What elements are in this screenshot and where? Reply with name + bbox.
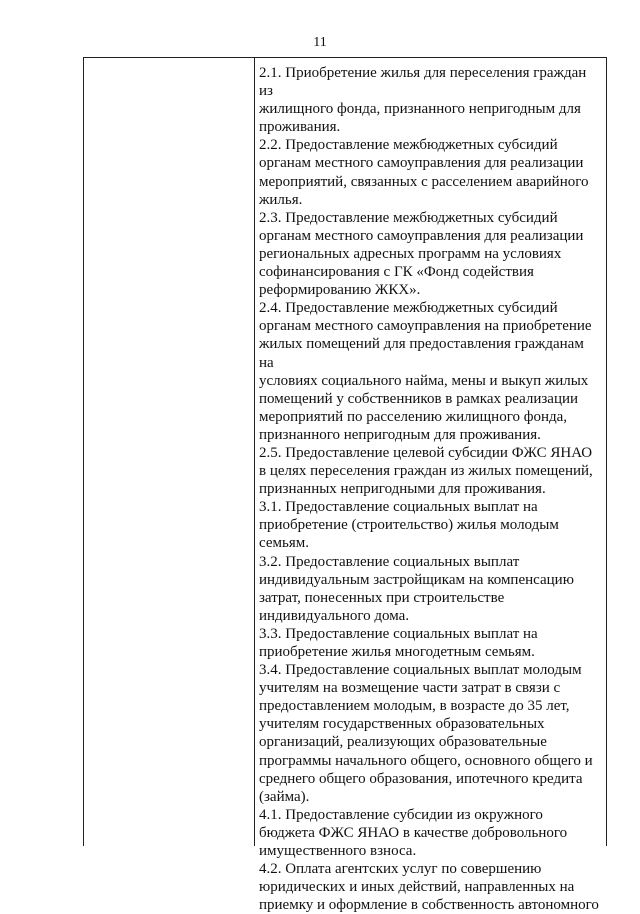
text-line: 4.1. Предоставление субсидии из окружного xyxy=(259,806,543,823)
text-line: 3.4. Предоставление социальных выплат молодым xyxy=(259,662,582,679)
text-line: помещений у собственников в рамках реализации xyxy=(259,390,579,407)
page-number: 11 xyxy=(313,35,327,50)
text-line: жилищного фонда, признанного непригодным для xyxy=(259,101,581,118)
text-line: 2.1. Приобретение жилья для переселения граждан из xyxy=(259,65,587,100)
table-left-cell xyxy=(84,58,255,846)
text-line: 2.5. Предоставление целевой субсидии ФЖС ЯНАО xyxy=(259,444,593,461)
text-line: 2.3. Предоставление межбюджетных субсидий xyxy=(259,209,558,226)
text-line: приобретение жилья многодетным семьям. xyxy=(259,644,535,660)
text-line: 2.4. Предоставление межбюджетных субсидий xyxy=(259,300,558,317)
text-line: органам местного самоуправления для реализации xyxy=(259,227,584,244)
text-line: индивидуальным застройщикам на компенсацию xyxy=(259,571,574,588)
text-line: бюджета ФЖС ЯНАО в качестве добровольного xyxy=(259,824,568,841)
text-line: реформированию ЖКХ». xyxy=(259,282,421,299)
text-line: учителям на возмещение части затрат в связи с xyxy=(259,680,561,697)
text-line: жилья. xyxy=(259,191,303,208)
table-right-cell xyxy=(255,58,606,914)
text-line: мероприятий по расселению жилищного фонда, xyxy=(259,408,568,425)
text-line: приемку и оформление в собственность автономного xyxy=(259,897,599,914)
text-line: признанных непригодными для проживания. xyxy=(259,481,546,498)
text-line: условиях социального найма, мены и выкуп жилых xyxy=(259,372,589,389)
text-line: жилых помещений для предоставления гражданам на xyxy=(259,336,584,371)
text-line: проживания. xyxy=(259,119,341,136)
text-line: 3.1. Предоставление социальных выплат на xyxy=(259,499,538,516)
text-line: 2.2. Предоставление межбюджетных субсидий xyxy=(259,137,558,154)
text-line: органам местного самоуправления для реализации xyxy=(259,155,584,172)
text-line: признанного непригодным для проживания. xyxy=(259,426,541,443)
text-line: 3.3. Предоставление социальных выплат на xyxy=(259,625,538,642)
text-line: софинансирования с ГК «Фонд содействия xyxy=(259,264,534,281)
text-line: юридических и иных действий, направленных на xyxy=(259,879,575,896)
text-line: индивидуального дома. xyxy=(259,607,410,624)
text-line: органам местного самоуправления на приобретение xyxy=(259,318,592,335)
program-table xyxy=(83,57,607,914)
text-line: предоставлением молодым, в возрасте до 35 лет, xyxy=(259,698,570,715)
text-line: (займа). xyxy=(259,788,310,805)
text-line: мероприятий, связанных с расселением аварийного xyxy=(259,173,589,190)
text-line: приобретение (строительство) жилья молодым xyxy=(259,517,559,534)
text-line: организаций, реализующих образовательные xyxy=(259,734,547,751)
text-line: в целях переселения граждан из жилых помещений, xyxy=(259,463,593,480)
text-line: региональных адресных программ на условиях xyxy=(259,245,562,262)
text-line: затрат, понесенных при строительстве xyxy=(259,589,505,606)
text-line: имущественного взноса. xyxy=(259,843,417,860)
text-line: среднего общего образования, ипотечного кредита xyxy=(259,770,583,787)
text-line: 4.2. Оплата агентских услуг по совершению xyxy=(259,861,542,878)
text-line: учителям государственных образовательных xyxy=(259,716,545,733)
text-line: семьям. xyxy=(259,535,309,552)
text-line: 3.2. Предоставление социальных выплат xyxy=(259,553,520,570)
text-line: программы начального общего, основного общего и xyxy=(259,752,593,769)
